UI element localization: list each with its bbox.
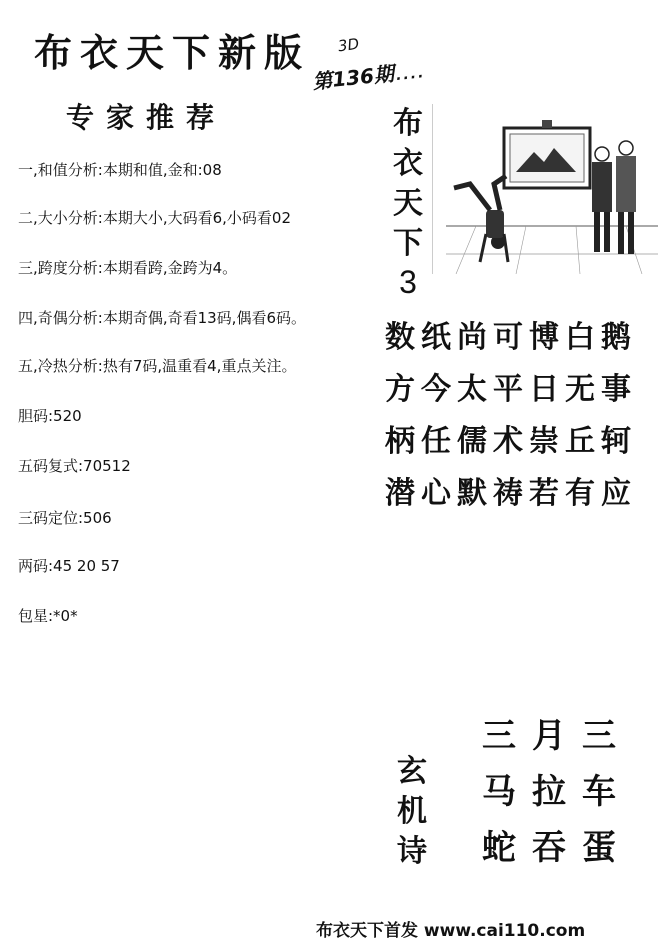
brand-vertical-box	[384, 104, 433, 300]
verse-char: 月	[532, 716, 566, 756]
verse-char: 三	[482, 716, 516, 756]
game-label: 3D	[336, 34, 361, 56]
poem-char: 数	[385, 320, 415, 355]
verse-char: 蛋	[582, 828, 616, 868]
poem-char: 方	[385, 372, 415, 407]
poem-char: 崇	[529, 424, 559, 459]
poem-char: 太	[457, 372, 487, 407]
brand-number: 3	[399, 264, 417, 300]
cartoon-illustration	[446, 114, 658, 274]
issue-dots: ....	[395, 65, 427, 85]
analysis-size: 二,大小分析:本期大小,大码看6,小码看02	[18, 209, 291, 227]
poem-char: 术	[493, 424, 523, 459]
analysis-sum: 一,和值分析:本期和值,金和:08	[18, 161, 222, 179]
poem-char: 轲	[601, 424, 631, 459]
poem-char: 有	[565, 476, 595, 511]
poem-char: 鹅	[601, 320, 631, 355]
poem-char: 可	[493, 320, 523, 355]
three-code-position: 三码定位:506	[18, 509, 112, 527]
poem-char: 博	[529, 320, 559, 355]
mystic-poem-label	[392, 752, 432, 872]
brand-char: 下	[393, 226, 423, 261]
poem-char: 任	[421, 424, 451, 459]
poem-char: 尚	[457, 320, 487, 355]
include-star: 包星:*0*	[18, 607, 78, 625]
verse-char: 车	[582, 772, 616, 812]
section-subtitle: 专家推荐	[66, 101, 227, 134]
poem-char: 潜	[385, 476, 415, 511]
brand-char: 布	[393, 106, 423, 141]
poem-char: 丘	[565, 424, 595, 459]
mystic-label-char: 玄	[397, 754, 427, 789]
poem-char: 若	[529, 476, 559, 511]
poem-char: 儒	[457, 424, 487, 459]
poem-char: 心	[421, 476, 451, 511]
analysis-hot-cold: 五,冷热分析:热有7码,温重看4,重点关注。	[18, 357, 297, 375]
verse-char: 拉	[532, 772, 566, 812]
page-title: 布衣天下新版	[34, 30, 311, 75]
verse-char: 马	[482, 772, 516, 812]
issue-number	[311, 54, 426, 95]
poem-char: 纸	[421, 320, 451, 355]
poem-char: 祷	[493, 476, 523, 511]
poem-grid	[382, 312, 646, 520]
poem-char: 默	[457, 476, 487, 511]
issue-text: 第136期	[311, 61, 396, 94]
mystic-label-char: 机	[397, 794, 427, 829]
verse-char: 三	[582, 716, 616, 756]
poem-char: 无	[565, 372, 595, 407]
poem-char: 白	[565, 320, 595, 355]
verse-char: 蛇	[482, 828, 516, 868]
mystic-poem-verses	[474, 708, 624, 876]
poem-char: 柄	[385, 424, 415, 459]
poem-char: 日	[529, 372, 559, 407]
analysis-odd-even: 四,奇偶分析:本期奇偶,奇看13码,偶看6码。	[18, 309, 306, 327]
poem-char: 平	[493, 372, 523, 407]
key-number: 胆码:520	[18, 407, 82, 425]
verse-char: 吞	[532, 828, 566, 868]
poem-char: 应	[601, 476, 631, 511]
brand-char: 天	[393, 186, 423, 221]
footer-source: 布衣天下首发 www.cai110.com	[316, 921, 586, 941]
brand-char: 衣	[393, 146, 423, 181]
poem-char: 事	[601, 372, 631, 407]
poem-char: 今	[421, 372, 451, 407]
five-code-combo: 五码复式:70512	[18, 457, 131, 475]
analysis-span: 三,跨度分析:本期看跨,金跨为4。	[18, 259, 238, 277]
mystic-label-char: 诗	[397, 834, 427, 869]
two-code: 两码:45 20 57	[18, 557, 120, 575]
